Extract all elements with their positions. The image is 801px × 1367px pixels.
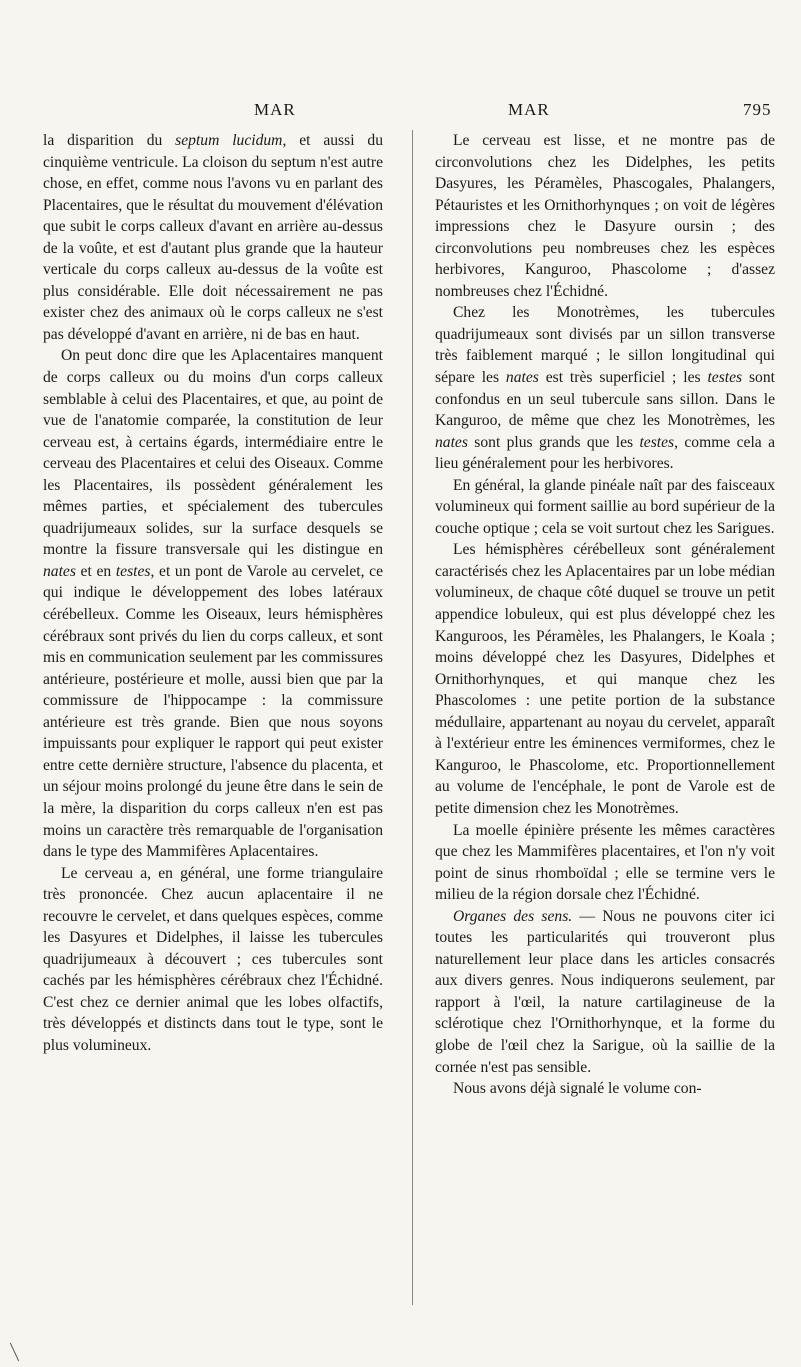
paragraph xyxy=(43,863,383,1057)
left-text-column xyxy=(43,130,383,1057)
italic-term: nates xyxy=(43,562,76,580)
italic-term: nates xyxy=(505,369,539,387)
text-run: On peut donc dire que les Aplacentaires manquent de corps calleux ou du moins d'un corps calleux semblable à celui des Placentaires, et que, au point de vue de l'anatomie comparée, la constitution de leur cerveau est, à certains égards, intermédiaire entre le cerveau des Placentaires et celui des Oiseaux. Comme les Placentaires, ils possèdent généralement les mêmes parties, et spécialement des tubercules quadrijumeaux solides, sur la surface desquels se montre la fissure transversale qui les distingue en xyxy=(43,347,383,559)
running-head-center: MAR xyxy=(508,100,550,119)
right-text-column xyxy=(435,130,775,1100)
italic-term: testes xyxy=(639,433,675,451)
paragraph xyxy=(435,302,775,474)
text-run: Le cerveau a, en général, une forme triangulaire très prononcée. Chez aucun aplacentaire il ne recouvre le cervelet, et dans quelques espèces, comme les Dasyures et Didelphes, il laisse les tubercules quadrijumeaux à découvert ; ces tubercules sont cachés par les hémisphères cérébraux chez l'Échidné. C'est chez ce dernier animal que les lobes olfactifs, très développés et distincts dans tout le type, sont le plus volumineux. xyxy=(43,864,383,1054)
margin-mark xyxy=(10,1343,19,1362)
italic-term: septum lucidum xyxy=(175,132,283,149)
paragraph xyxy=(435,820,775,906)
text-run: En général, la glande pinéale naît par des faisceaux volumineux qui forment saillie au bord supérieur de la couche optique ; cela se voit surtout chez les Sarigues. xyxy=(435,476,775,537)
page-number: 795 xyxy=(743,100,772,119)
text-run: Les hémisphères cérébelleux sont généralement caractérisés chez les Aplacentaires par un lobe médian volumineux, de chaque côté duquel se trouve un petit appendice lobuleux, qui est plus développé chez les Kanguroos, les Péramèles, les Phalangers, le Koala ; moins développé chez les Dasyures, Didelphes et Ornithorhynques, et qui manque chez les Phascolomes : une petite portion de la substance médullaire, appartenant au noyau du cervelet, apparaît à l'extérieur entre les éminences vermiformes, chez le Kanguroo, le Phascolome, etc. Proportionnellement au volume de l'encéphale, le pont de Varole est de petite dimension chez les Monotrèmes. xyxy=(435,541,775,817)
paragraph xyxy=(435,539,775,819)
italic-term: Organes des sens. xyxy=(453,907,573,925)
text-run: et en xyxy=(75,562,116,580)
text-run: , et un pont de Varole au cervelet, ce qui indique le développement des lobes latéraux cérébelleux. Comme les Oiseaux, leurs hémisphères cérébraux sont privés du lien du corps calleux, et sont mis en communication seulement par les commissures antérieure, postérieure et molle, aussi bien que par la commissure de l'hippocampe : la commissure antérieure est très grande. Bien que nous soyons impuissants pour expliquer le rapport qui peut exister entre cette dernière structure, l'absence du placenta, et un séjour moins prolongé du jeune être dans le sein de la mère, la disparition du corps calleux n'en est pas moins un caractère très remarquable de l'organisation dans le type des Mammifères Aplacentaires. xyxy=(43,562,384,861)
text-run: La moelle épinière présente les mêmes caractères que chez les Mammifères placentaires, et l'on n'y voit point de sinus rhomboïdal ; elle se termine vers le milieu de la région dorsale chez l'Échidné. xyxy=(435,821,775,904)
text-run: est très superficiel ; les xyxy=(538,369,708,387)
column-divider xyxy=(412,130,413,1305)
text-run: Chez les Monotrèmes, les tubercules quadrijumeaux sont divisés par un sillon transverse très faiblement marqué ; le sillon longitudinal qui sépare les xyxy=(435,304,775,387)
paragraph xyxy=(435,130,775,302)
text-run: la disparition du xyxy=(43,132,176,149)
italic-term: nates xyxy=(435,433,468,451)
text-run: sont confondus en un seul tubercule sans sillon. Dans le Kanguroo, de même que chez les Monotrèmes, les xyxy=(435,369,775,430)
text-run: , comme cela a lieu généralement pour les herbivores. xyxy=(435,433,775,473)
paragraph xyxy=(435,906,775,1078)
text-run: Le cerveau est lisse, et ne montre pas de circonvolutions chez les Didelphes, les petits Dasyures, les Péramèles, Phascogales, Phalangers, Pétauristes et les Ornithorhynques ; on voit de légères impressions chez le Dasyure oursin ; des circonvolutions peu nombreuses chez les espèces herbivores, Kanguroo, Phascolome ; d'assez nombreuses chez l'Échidné. xyxy=(435,132,775,300)
italic-term: testes xyxy=(115,562,151,580)
paragraph xyxy=(43,130,383,345)
text-run: , et aussi du cinquième ventricule. La cloison du septum n'est autre chose, en effet, comme nous l'avons vu en parlant des Placentaires, que le résultat du mouvement d'élévation que subit le corps calleux d'avant en arrière au-dessus de la voûte, et est d'autant plus grande que la hauteur verticale du corps calleux au-dessus de la voûte est plus considérable. Elle doit nécessairement ne pas exister chez des animaux où le corps calleux ne s'est pas développé d'avant en arrière, ni de bas en haut. xyxy=(43,132,383,343)
text-run: — Nous ne pouvons citer ici toutes les particularités qui trouveront plus naturellement leur place dans les articles consacrés aux divers genres. Nous indiquerons seulement, par rapport à l'œil, la nature cartilagineuse de la sclérotique chez l'Ornithorhynque, et la forme du globe de l'œil chez la Sarigue, où la saillie de la cornée n'est pas sensible. xyxy=(435,907,776,1076)
italic-term: testes xyxy=(707,369,743,387)
text-run: Nous avons déjà signalé le volume con- xyxy=(453,1080,702,1098)
text-run: sont plus grands que les xyxy=(467,433,640,451)
paragraph xyxy=(435,475,775,540)
paragraph xyxy=(435,1078,775,1100)
paragraph xyxy=(43,345,383,862)
running-head-left: MAR xyxy=(254,100,296,119)
